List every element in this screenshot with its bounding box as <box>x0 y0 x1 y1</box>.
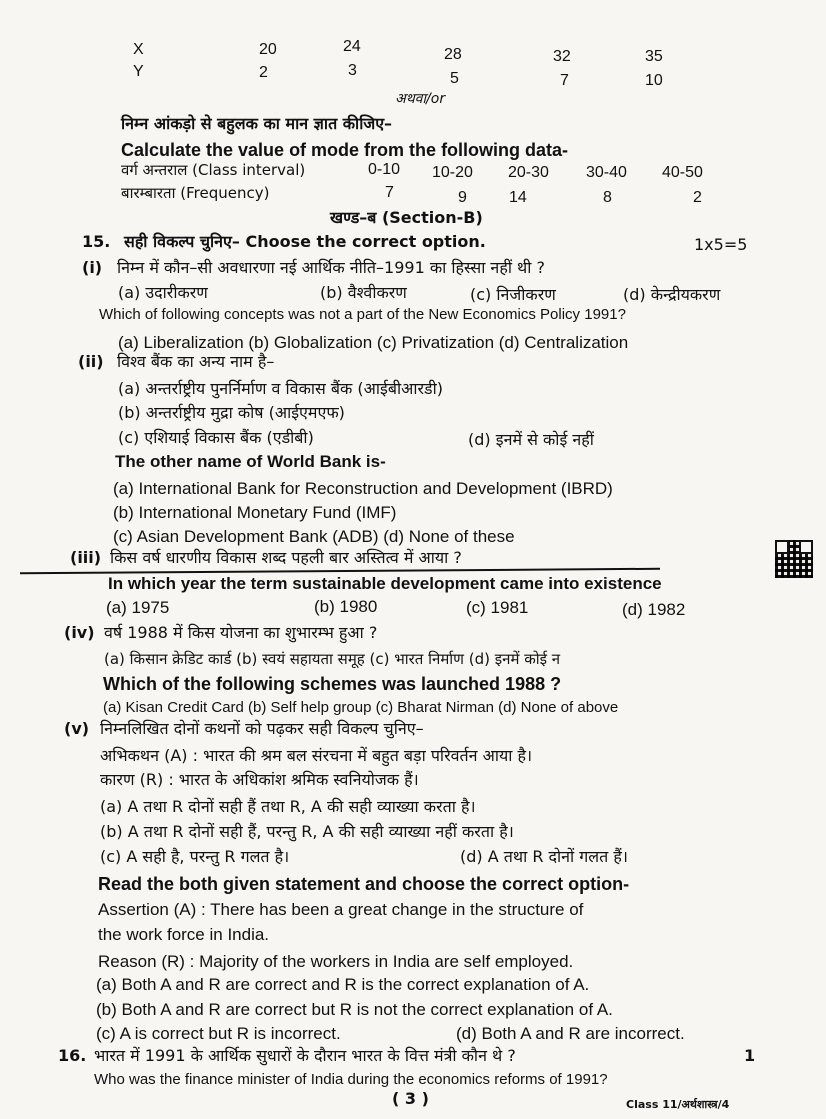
subq-hindi: निम्नलिखित दोनों कथनों को पढ़कर सही विकल्प चुनिए– <box>100 719 424 738</box>
option: (d) A तथा R दोनों गलत हैं। <box>460 847 628 866</box>
section-heading: खण्ड–ब (Section-B) <box>330 208 483 227</box>
subq-english: Which of following concepts was not a part of the New Economics Policy 1991? <box>99 306 626 323</box>
subq-hindi: विश्व बैंक का अन्य नाम है– <box>117 352 275 371</box>
mode-question-hindi: निम्न आंकड़ो से बहुलक का मान ज्ञात कीजिए– <box>121 114 393 133</box>
subq-number: (ii) <box>78 352 104 371</box>
option: (d) Both A and R are incorrect. <box>456 1024 685 1043</box>
question-hindi: भारत में 1991 के आर्थिक सुधारों के दौरान भारत के वित्त मंत्री कौन थे ? <box>94 1046 516 1065</box>
option: (a) International Bank for Reconstruction and Development (IBRD) <box>113 479 613 498</box>
freq-cell: 7 <box>385 184 394 201</box>
option: (b) A तथा R दोनों सही हैं, परन्तु R, A की सही व्याख्या नहीं करता है। <box>100 822 514 841</box>
question-number: 15. <box>82 232 111 251</box>
qr-code-icon <box>775 540 813 578</box>
option: (a) अन्तर्राष्ट्रीय पुनर्निर्माण व विकास बैंक (आईबीआरडी) <box>118 379 443 398</box>
paper-code: Class 11/अर्थशास्त्र/4 <box>626 1098 730 1111</box>
option: (c) एशियाई विकास बैंक (एडीबी) <box>118 428 314 447</box>
freq-cell: 8 <box>603 189 612 206</box>
page-number: ( 3 ) <box>392 1089 429 1108</box>
option: (d) इनमें से कोई नहीं <box>468 430 594 449</box>
option: (b) वैश्वीकरण <box>320 283 407 302</box>
option: (b) International Monetary Fund (IMF) <box>113 503 397 522</box>
table-cell: 28 <box>444 46 462 63</box>
option: (c) 1981 <box>466 598 529 617</box>
subq-english: In which year the term sustainable development came into existence <box>108 574 662 593</box>
option: (a) उदारीकरण <box>118 283 208 302</box>
option: (c) A सही है, परन्तु R गलत है। <box>100 847 290 866</box>
reason-hindi: कारण (R) : भारत के अधिकांश श्रमिक स्वनियोजक हैं। <box>100 770 419 789</box>
option: (c) निजीकरण <box>470 285 556 304</box>
table-cell: 24 <box>343 38 361 55</box>
subq-english: Which of the following schemes was launched 1988 ? <box>103 674 562 694</box>
option-line: (a) Kisan Credit Card (b) Self help group (c) Bharat Nirman (d) None of above <box>103 699 619 716</box>
or-divider: अथवा/or <box>395 91 446 107</box>
table-cell: 10 <box>645 72 663 89</box>
class-interval-label: वर्ग अन्तराल (Class interval) <box>121 161 306 179</box>
freq-cell: 9 <box>458 189 467 206</box>
assertion-english-cont: the work force in India. <box>98 925 270 944</box>
subq-number: (v) <box>64 719 90 738</box>
subq-number: (i) <box>82 258 103 277</box>
reason-english: Reason (R) : Majority of the workers in India are self employed. <box>98 952 574 971</box>
table-cell: 35 <box>645 48 663 65</box>
class-cell: 0-10 <box>368 161 401 178</box>
option: (a) A तथा R दोनों सही हैं तथा R, A की सही व्याख्या करता है। <box>100 797 476 816</box>
subq-english: The other name of World Bank is- <box>115 452 386 471</box>
x-label: X <box>133 41 144 58</box>
option-line: (a) किसान क्रेडिट कार्ड (b) स्वयं सहायता समूह (c) भारत निर्माण (d) इनमें कोई न <box>104 650 561 668</box>
marks: 1x5=5 <box>694 235 748 254</box>
option: (a) 1975 <box>106 598 170 617</box>
class-cell: 30-40 <box>586 164 627 181</box>
question-title: सही विकल्प चुनिए– Choose the correct option. <box>124 232 486 251</box>
mode-question-english: Calculate the value of mode from the following data- <box>121 140 569 160</box>
table-cell: 3 <box>348 62 357 79</box>
table-cell: 2 <box>259 64 268 81</box>
table-cell: 32 <box>553 48 571 65</box>
question-number: 16. <box>58 1046 87 1065</box>
option: (a) Both A and R are correct and R is the correct explanation of A. <box>96 975 590 994</box>
option: (c) A is correct but R is incorrect. <box>96 1024 341 1043</box>
table-cell: 7 <box>560 72 569 89</box>
class-cell: 10-20 <box>432 164 473 181</box>
y-label: Y <box>133 63 144 80</box>
frequency-label: बारम्बारता (Frequency) <box>121 184 270 202</box>
table-cell: 20 <box>259 41 277 58</box>
question-english: Who was the finance minister of India during the economics reforms of 1991? <box>94 1071 608 1088</box>
table-cell: 5 <box>450 70 459 87</box>
subq-number: (iv) <box>64 623 95 642</box>
subq-hindi: निम्न में कौन–सी अवधारणा नई आर्थिक नीति–1991 का हिस्सा नहीं थी ? <box>117 258 545 277</box>
assertion-english: Assertion (A) : There has been a great change in the structure of <box>98 900 584 919</box>
subq-hindi: वर्ष 1988 में किस योजना का शुभारम्भ हुआ ? <box>104 623 378 642</box>
subq-number: (iii) <box>70 548 102 567</box>
class-cell: 20-30 <box>508 164 549 181</box>
assertion-hindi: अभिकथन (A) : भारत की श्रम बल संरचना में बहुत बड़ा परिवर्तन आया है। <box>100 746 533 765</box>
option: (b) 1980 <box>314 597 378 616</box>
option: (c) Asian Development Bank (ADB) (d) None of these <box>113 527 515 546</box>
option: (b) Both A and R are correct but R is not the correct explanation of A. <box>96 1000 613 1019</box>
class-cell: 40-50 <box>662 164 703 181</box>
option-line: (a) Liberalization (b) Globalization (c) Privatization (d) Centralization <box>118 333 629 352</box>
marks: 1 <box>744 1046 756 1065</box>
subq-english: Read the both given statement and choose the correct option- <box>98 874 630 894</box>
subq-hindi: किस वर्ष धारणीय विकास शब्द पहली बार अस्तित्व में आया ? <box>110 548 462 567</box>
option: (b) अन्तर्राष्ट्रीय मुद्रा कोष (आईएमएफ) <box>118 403 345 422</box>
option: (d) 1982 <box>622 600 686 619</box>
freq-cell: 14 <box>509 189 527 206</box>
option: (d) केन्द्रीयकरण <box>623 285 721 304</box>
freq-cell: 2 <box>693 189 702 206</box>
